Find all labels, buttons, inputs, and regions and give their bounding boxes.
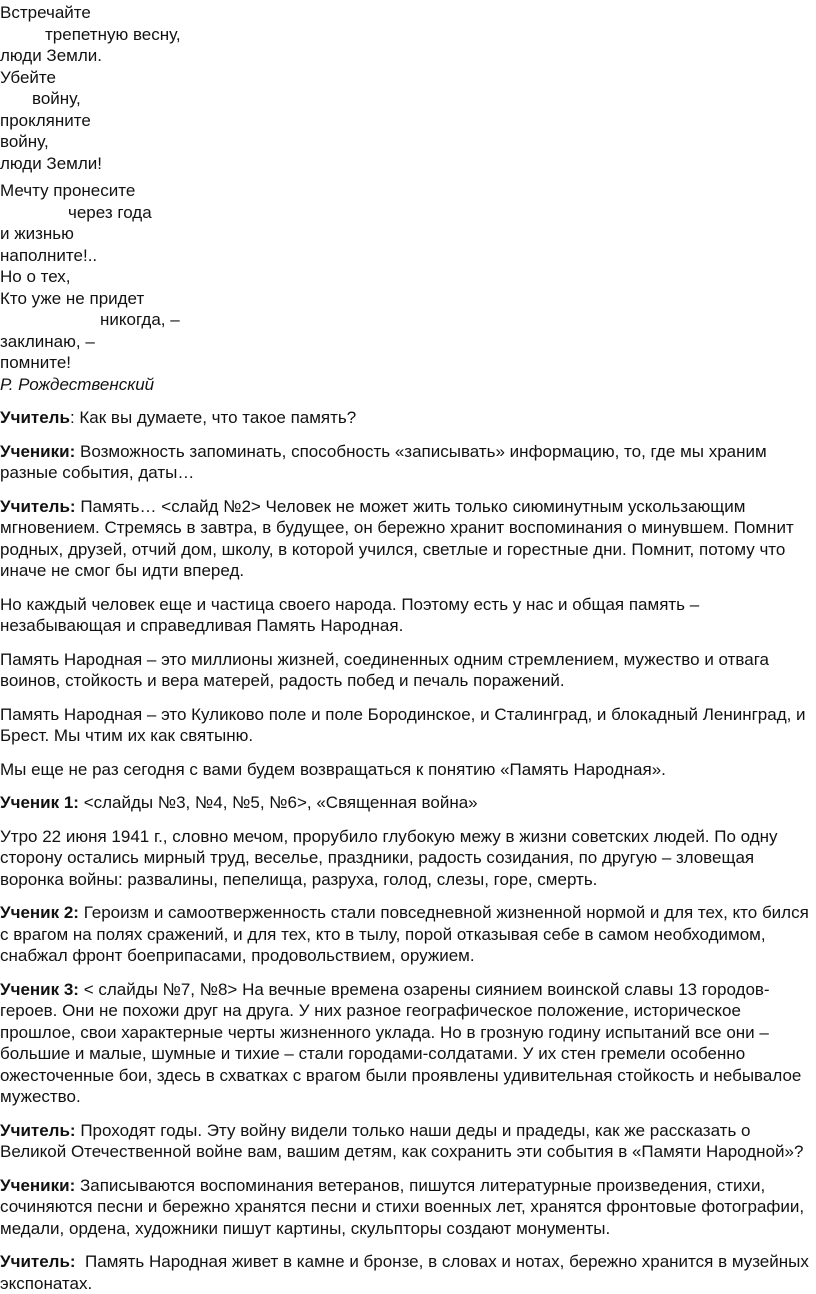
poem-line: войну,: [32, 89, 81, 108]
poem-line: никогда, –: [100, 310, 180, 329]
paragraph-gap: [0, 814, 816, 826]
dialogue-paragraph: [0, 594, 816, 637]
paragraph-text: Память… <слайд №2> Человек не может жить только сиюминутным ускользающим мгновением. Стремясь в завтра, в будущее, он бережно хранит воспоминания о минувшем. Помнит родных, друзей, отчий дом, школу, в которой учился, светлые и горестные дни. Помнит, потому что иначе не смог бы идти вперед.: [0, 496, 794, 580]
dialogue-paragraph: [0, 902, 816, 967]
paragraph-text: Память Народная – это миллионы жизней, соединенных одним стремлением, мужество и отвага воинов, стойкость и вера матерей, радость побед и печаль поражений.: [0, 649, 769, 690]
paragraph-gap: [0, 484, 816, 496]
paragraph-gap: [0, 1163, 816, 1175]
speaker-label: Ученики:: [0, 441, 76, 461]
paragraph-text: Возможность запоминать, способность «записывать» информацию, то, где мы храним разные события, даты…: [0, 441, 767, 482]
speaker-label: Учитель:: [0, 1120, 76, 1140]
speaker-separator: :: [69, 408, 80, 427]
dialogue-paragraph: [0, 826, 816, 891]
paragraph-text: Память Народная живет в камне и бронзе, в словах и нотах, бережно хранится в музейных экспонатах.: [0, 1252, 809, 1293]
poem-line: прокляните: [0, 110, 91, 130]
dialogue-paragraph: [0, 1120, 816, 1163]
poem-line: Встречайте: [0, 3, 91, 22]
poem-line: помните!: [0, 353, 72, 372]
paragraph-text: < слайды №7, №8> На вечные времена озарены сиянием воинской славы 13 городов-героев. Они не похожи друг на друга. У них разное географическое положение, историческое прошлое, свои характерные черты жизненного уклада. Но в грозную годину испытаний все они – большие и малые, шумные и тихие – стали городами-солдатами. У их стен гремели особенно ожесточенные бои, здесь в схватках с врагом были проявлены удивительная стойкость и небывалое мужество.: [0, 979, 802, 1106]
poem-line: Но о тех,: [0, 267, 71, 286]
speaker-label: Ученик 2:: [0, 903, 79, 922]
paragraph-gap: [0, 582, 816, 594]
paragraph-gap: [0, 395, 816, 407]
poem-line: трепетную весну,: [45, 24, 181, 44]
dialogue-paragraph: [0, 759, 816, 781]
paragraph-gap: [0, 692, 816, 704]
poem-author: Р. Рождественский: [0, 374, 155, 394]
dialogue-paragraph: [0, 441, 816, 484]
paragraph-gap: [0, 637, 816, 649]
paragraph-gap: [0, 1239, 816, 1251]
paragraph-text: Героизм и самоотверженность стали повседневной жизненной нормой и для тех, кто бился с врагом на полях сражений, и для тех, кто в тылу, порой отказывая себе в самом необходимом, снабжал фронт боеприпасами, продовольствием, оружием.: [0, 903, 809, 965]
paragraph-gap: [0, 429, 816, 441]
paragraph-text: Записываются воспоминания ветеранов, пишутся литературные произведения, стихи, сочиняются песни и бережно хранятся песни и стихи военных лет, хранятся фронтовые фотографии, медали, ордена, художники пишут картины, скульпторы создают монументы.: [0, 1175, 805, 1238]
dialogue: [0, 395, 816, 1294]
poem-line: Мечту пронесите: [0, 181, 136, 200]
paragraph-gap: [0, 967, 816, 979]
dialogue-paragraph: [0, 1251, 816, 1294]
paragraph-gap: [0, 747, 816, 759]
dialogue-paragraph: [0, 704, 816, 747]
poem-line: Кто уже не придет: [0, 288, 145, 308]
speaker-label: Ученик 3:: [0, 979, 79, 999]
paragraph-text: Утро 22 июня 1941 г., словно мечом, прорубило глубокую межу в жизни советских людей. По одну сторону остались мирный труд, веселье, праздники, радость созидания, по другую – зловещая воронка войны: развалины, пепелища, разруха, голод, слезы, горе, смерть.: [0, 826, 778, 889]
dialogue-paragraph: [0, 407, 816, 429]
paragraph-gap: [0, 890, 816, 902]
paragraph-text: Мы еще не раз сегодня с вами будем возвращаться к понятию «Память Народная».: [0, 759, 666, 779]
speaker-label: Ученики:: [0, 1175, 76, 1195]
dialogue-paragraph: [0, 1175, 816, 1240]
poem-line: наполните!..: [0, 245, 98, 265]
dialogue-paragraph: [0, 649, 816, 692]
speaker-label: Ученик 1:: [0, 793, 79, 812]
poem-line: заклинаю, –: [0, 331, 95, 351]
poem-line: через года: [68, 202, 152, 222]
speaker-label: Учитель:: [0, 496, 76, 516]
paragraph-text: Как вы думаете, что такое память?: [79, 408, 357, 427]
paragraph-text: Память Народная – это Куликово поле и поле Бородинское, и Сталинград, и блокадный Ленинград, и Брест. Мы чтим их как святыню.: [0, 704, 806, 745]
poem-line: Убейте: [0, 67, 56, 87]
poem: [0, 2, 816, 395]
dialogue-paragraph: [0, 496, 816, 582]
poem-stanza-1: [0, 2, 816, 174]
paragraph-text: <слайды №3, №4, №5, №6>, «Священная война»: [83, 793, 478, 812]
poem-line: и жизнью: [0, 224, 74, 243]
paragraph-gap: [0, 1108, 816, 1120]
poem-line: войну,: [0, 132, 49, 151]
speaker-separator: [76, 1252, 85, 1271]
speaker-label: Учитель:: [0, 1252, 76, 1271]
dialogue-paragraph: [0, 792, 816, 814]
poem-stanza-2: [0, 180, 816, 374]
paragraph-text: Но каждый человек еще и частица своего народа. Поэтому есть у нас и общая память – незабывающая и справедливая Память Народная.: [0, 594, 700, 635]
paragraph-gap: [0, 780, 816, 792]
speaker-label: Учитель: [0, 408, 70, 427]
poem-line: люди Земли.: [0, 46, 102, 65]
dialogue-paragraph: [0, 979, 816, 1108]
paragraph-text: Проходят годы. Эту войну видели только наши деды и прадеды, как же рассказать о Великой Отечественной войне вам, вашим детям, как сохранить эти события в «Памяти Народной»?: [0, 1120, 804, 1161]
poem-line: люди Земли!: [0, 153, 102, 173]
